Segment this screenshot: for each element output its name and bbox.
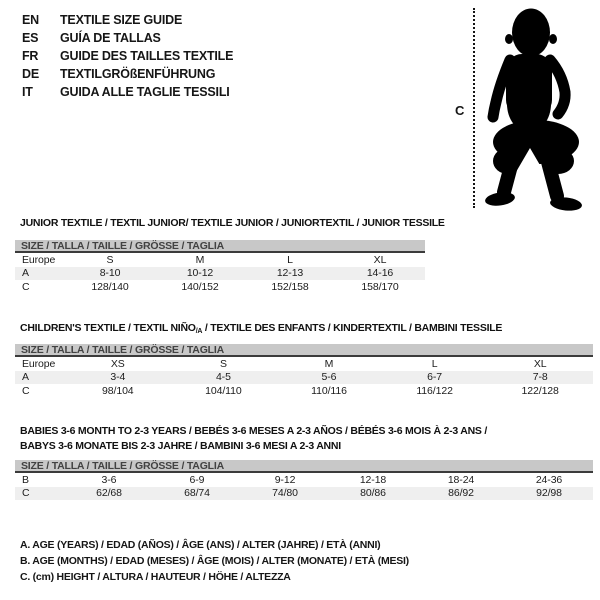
language-row-es bbox=[22, 29, 233, 47]
table-row-months bbox=[15, 473, 593, 487]
table-cell: 7-8 bbox=[532, 371, 548, 384]
section-title-children-pre: CHILDREN'S TEXTILE / TEXTIL NIÑO bbox=[20, 322, 196, 334]
language-row-en bbox=[22, 11, 233, 29]
table-cell: XS bbox=[110, 357, 125, 370]
size-header-bar: SIZE / TALLA / TAILLE / GRÖSSE / TAGLIA bbox=[15, 460, 593, 473]
row-label: A bbox=[22, 371, 29, 384]
table-cell: XL bbox=[533, 357, 547, 370]
table-row-europe bbox=[15, 253, 425, 267]
row-label: B bbox=[22, 473, 29, 486]
table-cell: 6-9 bbox=[189, 473, 205, 486]
language-title: TEXTILGRÖßENFÜHRUNG bbox=[60, 67, 216, 81]
table-row-height bbox=[15, 280, 425, 294]
language-row-fr bbox=[22, 47, 233, 65]
section-title-babies bbox=[20, 424, 487, 454]
size-header-bar: SIZE / TALLA / TAILLE / GRÖSSE / TAGLIA bbox=[15, 344, 593, 357]
table-cell: 86/92 bbox=[448, 487, 474, 500]
footnote-c: C. (cm) HEIGHT / ALTURA / HAUTEUR / HÖHE / ALTEZZA bbox=[20, 571, 291, 583]
table-cell: 18-24 bbox=[447, 473, 475, 486]
language-title-list bbox=[22, 11, 233, 101]
section-title-children bbox=[20, 321, 502, 339]
table-cell: 116/122 bbox=[416, 384, 453, 397]
table-cell: XL bbox=[373, 253, 387, 266]
babies-size-table bbox=[15, 460, 593, 500]
table-cell: 24-36 bbox=[535, 473, 563, 486]
footnote-legend bbox=[20, 537, 409, 585]
language-code: DE bbox=[22, 67, 39, 81]
table-cell: S bbox=[219, 357, 227, 370]
footnote-b: B. AGE (MONTHS) / EDAD (MESES) / ÂGE (MOIS) / ALTER (MONATE) / ETÀ (MESI) bbox=[20, 555, 409, 567]
measure-c-label: C bbox=[455, 103, 465, 118]
baby-silhouette-image bbox=[482, 4, 594, 211]
row-label: C bbox=[22, 384, 30, 397]
table-cell: 152/158 bbox=[271, 280, 309, 293]
table-cell: 62/68 bbox=[96, 487, 122, 500]
table-cell: 74/80 bbox=[272, 487, 298, 500]
row-label: Europe bbox=[22, 253, 56, 266]
language-row-de bbox=[22, 65, 233, 83]
size-header-bar: SIZE / TALLA / TAILLE / GRÖSSE / TAGLIA bbox=[15, 240, 425, 253]
row-label: C bbox=[22, 280, 30, 293]
language-title: GUIDE DES TAILLES TEXTILE bbox=[60, 49, 234, 63]
table-cell: 98/104 bbox=[102, 384, 134, 397]
table-cell: 92/98 bbox=[536, 487, 562, 500]
language-code: FR bbox=[22, 49, 39, 63]
table-row-europe bbox=[15, 357, 593, 371]
language-code: IT bbox=[22, 85, 33, 99]
section-title-children-post: / TEXTILE DES ENFANTS / KINDERTEXTIL / BAMBINI TESSILE bbox=[202, 322, 503, 334]
table-row-age bbox=[15, 371, 593, 385]
table-cell: 158/170 bbox=[361, 280, 399, 293]
table-cell: 3-6 bbox=[101, 473, 117, 486]
table-cell: 5-6 bbox=[321, 371, 337, 384]
table-cell: S bbox=[106, 253, 114, 266]
section-title-babies-line1: BABIES 3-6 MONTH TO 2-3 YEARS / BEBÉS 3-6 MESES A 2-3 AÑOS / BÉBÉS 3-6 MOIS À 2-3 ANS / bbox=[20, 425, 488, 437]
table-row-height bbox=[15, 384, 593, 398]
footnote-a: A. AGE (YEARS) / EDAD (AÑOS) / ÂGE (ANS) / ALTER (JAHRE) / ETÀ (ANNI) bbox=[20, 539, 381, 551]
table-row-height bbox=[15, 487, 593, 501]
language-title: GUIDA ALLE TAGLIE TESSILI bbox=[60, 85, 230, 99]
junior-size-table bbox=[15, 240, 425, 294]
table-cell: 68/74 bbox=[184, 487, 210, 500]
language-title: GUÍA DE TALLAS bbox=[60, 31, 161, 45]
section-title-babies-line2: BABYS 3-6 MONATE BIS 2-3 JAHRE / BAMBINI 3-6 MESI A 2-3 ANNI bbox=[20, 440, 341, 452]
children-size-table bbox=[15, 344, 593, 398]
language-title: TEXTILE SIZE GUIDE bbox=[60, 13, 183, 27]
height-measure-figure bbox=[452, 4, 598, 212]
table-cell: M bbox=[195, 253, 205, 266]
table-cell: 12-13 bbox=[276, 267, 304, 280]
language-code: ES bbox=[22, 31, 39, 45]
row-label: Europe bbox=[22, 357, 56, 370]
table-cell: 14-16 bbox=[366, 267, 394, 280]
table-cell: 140/152 bbox=[181, 280, 219, 293]
table-cell: 104/110 bbox=[205, 384, 242, 397]
table-cell: 6-7 bbox=[427, 371, 443, 384]
height-dotted-line bbox=[473, 8, 475, 208]
table-cell: L bbox=[287, 253, 293, 266]
table-cell: 8-10 bbox=[99, 267, 121, 280]
section-title-junior: JUNIOR TEXTILE / TEXTIL JUNIOR/ TEXTILE JUNIOR / JUNIORTEXTIL / JUNIOR TESSILE bbox=[20, 217, 445, 229]
table-cell: 10-12 bbox=[186, 267, 214, 280]
language-row-it bbox=[22, 83, 233, 101]
table-cell: 4-5 bbox=[215, 371, 231, 384]
section-title-children-sub: /A bbox=[195, 328, 203, 335]
table-cell: M bbox=[324, 357, 334, 370]
table-cell: 3-4 bbox=[110, 371, 126, 384]
table-cell: 80/86 bbox=[360, 487, 386, 500]
table-cell: L bbox=[431, 357, 438, 370]
table-row-age bbox=[15, 267, 425, 281]
table-cell: 122/128 bbox=[521, 384, 559, 397]
table-cell: 110/116 bbox=[311, 384, 347, 397]
table-cell: 128/140 bbox=[91, 280, 129, 293]
row-label: A bbox=[22, 267, 29, 280]
row-label: C bbox=[22, 487, 30, 500]
language-code: EN bbox=[22, 13, 39, 27]
table-cell: 9-12 bbox=[274, 473, 296, 486]
table-cell: 12-18 bbox=[359, 473, 387, 486]
